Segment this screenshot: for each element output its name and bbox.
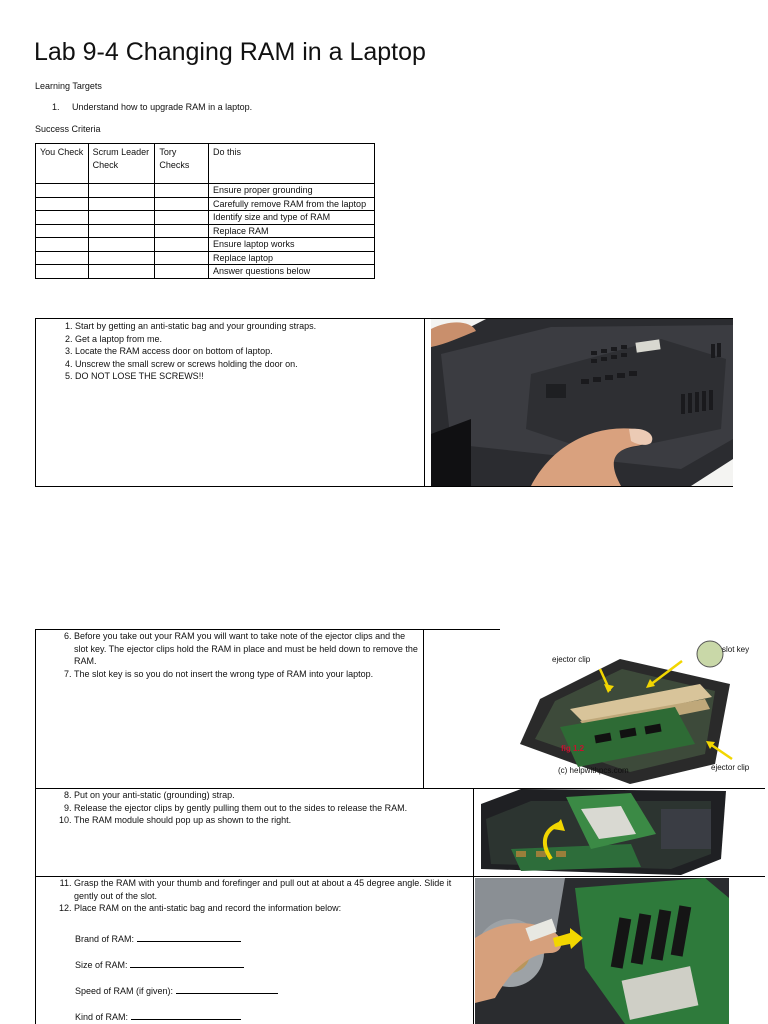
step-item: 12. Place RAM on the anti-static bag and record the information below: <box>74 902 471 915</box>
ram-removal-photo <box>475 878 729 1024</box>
steps-6-7-text <box>35 630 421 680</box>
task-cell: Ensure proper grounding <box>209 184 375 198</box>
task-cell: Answer questions below <box>209 265 375 279</box>
ram-slot-image <box>500 629 768 789</box>
checkbox-cell[interactable] <box>36 265 89 279</box>
checkbox-cell[interactable] <box>88 238 155 252</box>
learning-target-item: 1. Understand how to upgrade RAM in a laptop. <box>52 102 253 112</box>
checkbox-cell[interactable] <box>88 224 155 238</box>
page-title: Lab 9-4 Changing RAM in a Laptop <box>34 38 426 66</box>
header-tory-checks: Tory Checks <box>155 144 209 184</box>
checkbox-cell[interactable] <box>155 211 209 225</box>
brand-of-ram-field <box>75 932 241 944</box>
success-criteria-table <box>35 143 375 279</box>
size-of-ram-input[interactable] <box>130 958 244 968</box>
checkbox-cell[interactable] <box>88 211 155 225</box>
step-item: 9. Release the ejector clips by gently pulling them out to the sides to release the RAM. <box>74 802 471 815</box>
table-row <box>36 184 375 198</box>
table-row <box>36 197 375 211</box>
kind-of-ram-input[interactable] <box>131 1010 241 1020</box>
checkbox-cell[interactable] <box>155 224 209 238</box>
checkbox-cell[interactable] <box>88 251 155 265</box>
step-item: 2. Get a laptop from me. <box>75 333 424 346</box>
task-cell: Carefully remove RAM from the laptop <box>209 197 375 211</box>
table-row <box>36 265 375 279</box>
field-label: Size of RAM: <box>75 960 128 970</box>
kind-of-ram-field <box>75 1010 241 1022</box>
checkbox-cell[interactable] <box>155 251 209 265</box>
checkbox-cell[interactable] <box>36 251 89 265</box>
checkbox-cell[interactable] <box>36 211 89 225</box>
learning-targets-label: Learning Targets <box>35 81 102 91</box>
cell-divider <box>473 788 474 877</box>
step-item: 5. DO NOT LOSE THE SCREWS!! <box>75 370 424 383</box>
ram-removal-image <box>475 878 729 1024</box>
task-cell: Replace RAM <box>209 224 375 238</box>
speed-of-ram-field <box>75 984 278 996</box>
success-criteria-label: Success Criteria <box>35 124 101 134</box>
checkbox-cell[interactable] <box>155 184 209 198</box>
step-item: 3. Locate the RAM access door on bottom of laptop. <box>75 345 424 358</box>
task-cell: Ensure laptop works <box>209 238 375 252</box>
cell-divider <box>473 876 474 1024</box>
steps-list <box>35 877 471 915</box>
size-of-ram-field <box>75 958 244 970</box>
figure-caption: fig 1.2 <box>561 744 585 753</box>
ejector-clip-left-label: ejector clip <box>552 655 591 664</box>
checkbox-cell[interactable] <box>155 197 209 211</box>
step-item: 11. Grasp the RAM with your thumb and forefinger and pull out at about a 45 degree angle. Slide it gently out of the slot. <box>74 877 471 902</box>
table-row <box>36 238 375 252</box>
checkbox-cell[interactable] <box>88 184 155 198</box>
ram-popup-photo <box>481 789 726 875</box>
step-item: 1. Start by getting an anti-static bag and your grounding straps. <box>75 320 424 333</box>
steps-1-5-text <box>36 320 424 383</box>
header-scrum-leader-check: Scrum Leader Check <box>88 144 155 184</box>
steps-list <box>35 630 421 680</box>
ram-popup-image <box>481 789 726 875</box>
task-cell: Identify size and type of RAM <box>209 211 375 225</box>
header-do-this: Do this <box>209 144 375 184</box>
ejector-clip-right-label: ejector clip <box>711 763 750 772</box>
steps-1-5-box <box>35 318 733 487</box>
field-label: Speed of RAM (if given): <box>75 986 174 996</box>
laptop-bottom-image <box>431 319 733 486</box>
slot-key-label: slot key <box>722 645 750 654</box>
steps-11-12-section <box>35 876 735 1024</box>
checkbox-cell[interactable] <box>36 197 89 211</box>
task-cell: Replace laptop <box>209 251 375 265</box>
step-item: 4. Unscrew the small screw or screws holding the door on. <box>75 358 424 371</box>
step-item: 10. The RAM module should pop up as shown to the right. <box>74 814 471 827</box>
laptop-bottom-photo <box>431 319 733 486</box>
steps-list <box>35 789 471 827</box>
brand-of-ram-input[interactable] <box>137 932 241 942</box>
figure-credit: (c) helpwithpcs.com <box>558 766 629 775</box>
checkbox-cell[interactable] <box>36 184 89 198</box>
learning-target-text: Understand how to upgrade RAM in a laptop. <box>72 102 253 112</box>
step-item: 8. Put on your anti-static (grounding) strap. <box>74 789 471 802</box>
cell-divider <box>423 629 424 789</box>
header-you-check: You Check <box>36 144 89 184</box>
checkbox-cell[interactable] <box>155 265 209 279</box>
table-header-row <box>36 144 375 184</box>
table-row <box>36 211 375 225</box>
table-row <box>36 224 375 238</box>
table-row <box>36 251 375 265</box>
checkbox-cell[interactable] <box>36 224 89 238</box>
steps-11-12-text <box>35 877 471 915</box>
checkbox-cell[interactable] <box>36 238 89 252</box>
field-label: Kind of RAM: <box>75 1012 129 1022</box>
steps-6-7-section <box>35 629 750 789</box>
step-item: 6. Before you take out your RAM you will want to take note of the ejector clips and the slot key. The ejector clips hold the RAM in place and must be held down to remove the RAM. <box>74 630 421 668</box>
checkbox-cell[interactable] <box>88 265 155 279</box>
steps-8-10-section <box>35 788 735 877</box>
speed-of-ram-input[interactable] <box>176 984 278 994</box>
field-label: Brand of RAM: <box>75 934 135 944</box>
step-item: 7. The slot key is so you do not insert the wrong type of RAM into your laptop. <box>74 668 421 681</box>
checkbox-cell[interactable] <box>155 238 209 252</box>
checkbox-cell[interactable] <box>88 197 155 211</box>
steps-8-10-text <box>35 789 471 827</box>
steps-list <box>36 320 424 383</box>
cell-divider <box>424 319 425 487</box>
ram-slot-figure <box>500 629 768 789</box>
